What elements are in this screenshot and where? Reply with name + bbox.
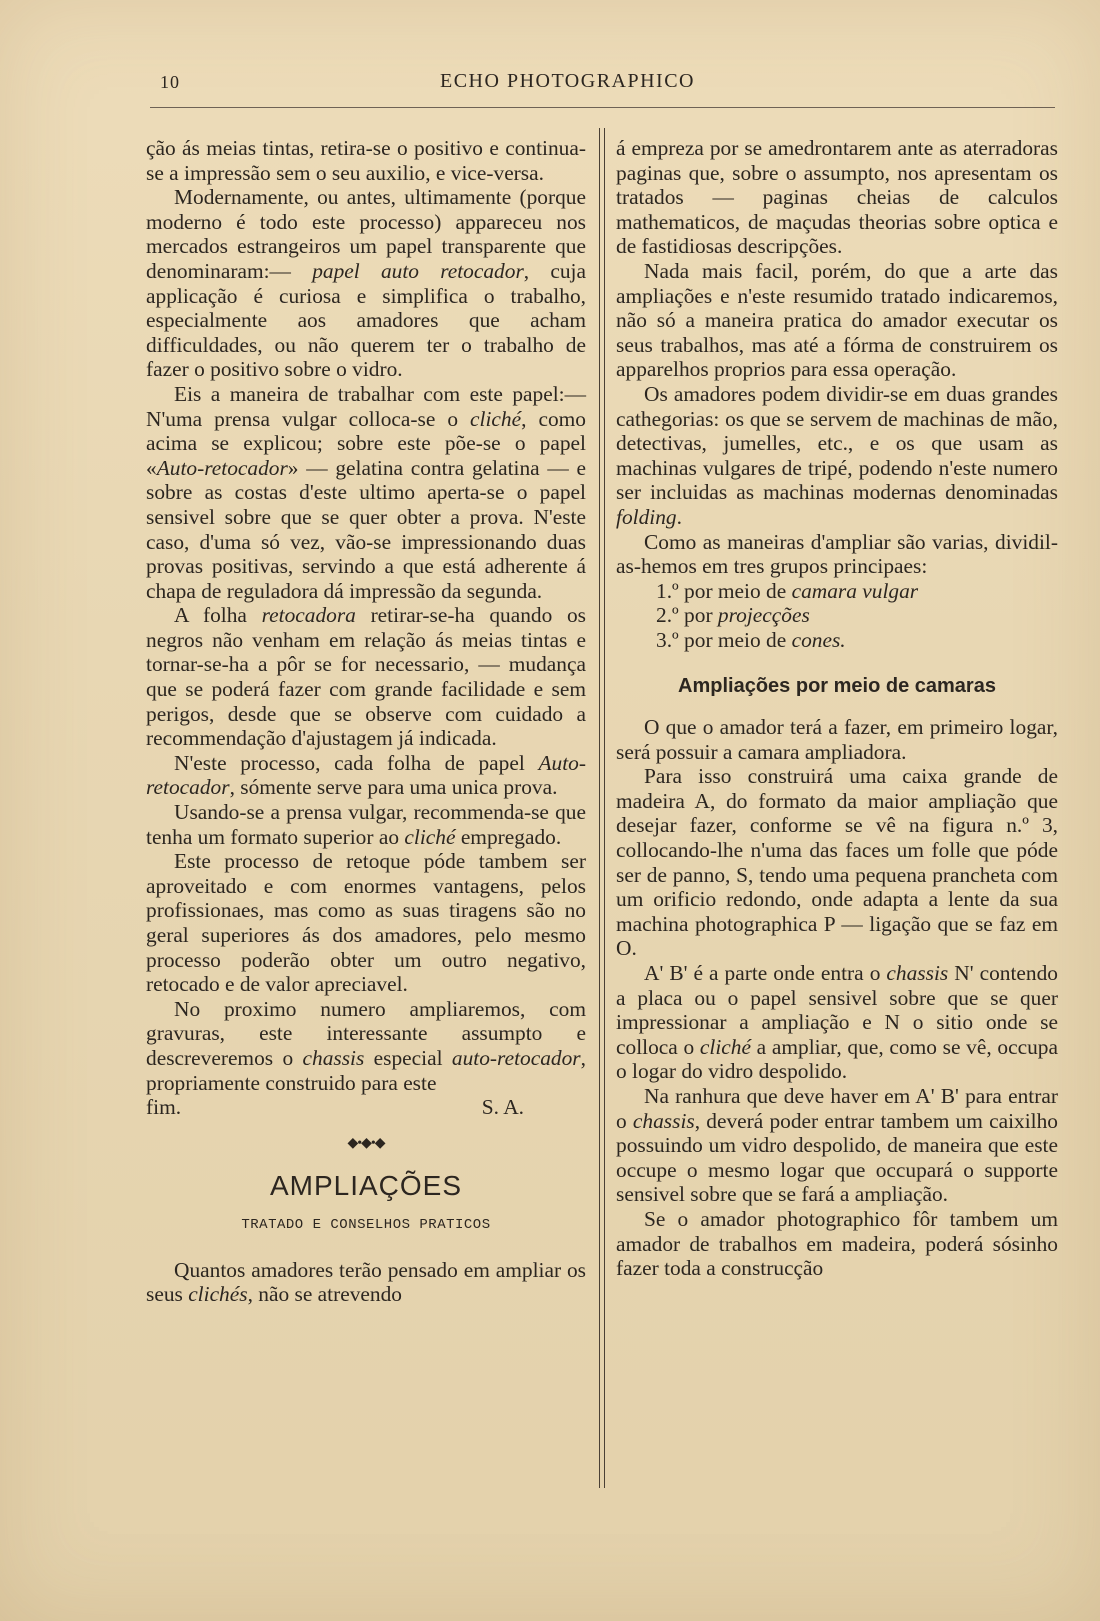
list-item: 2.º por projecções — [656, 603, 810, 628]
right-column — [616, 136, 1058, 1281]
paragraph: Como as maneiras d'ampliar são varias, dividil-as-hemos em tres grupos principaes: — [616, 529, 1058, 579]
left-column — [146, 136, 586, 1307]
paragraph: A' B' é a parte onde entra o chassis N' contendo a placa ou o papel sensivel sobre que se quer impressionar a ampliação e N o sitio onde se colloca o cliché a ampliar, que, como se vê, occupa o logar do vidro despolido. — [616, 961, 1059, 1084]
section-title: AMPLIAÇÕES — [269, 1170, 463, 1202]
paragraph: Os amadores podem dividir-se em duas grandes cathegorias: os que se servem de machinas de mão, detectivas, jumelles, etc., e os que usam as machinas vulgares de tripé, podendo n'este numero ser incluidas as machinas modernas denominadas folding. — [616, 381, 1058, 529]
section-subtitle: TRATADO E CONSELHOS PRATICOS — [241, 1216, 491, 1233]
method-list — [616, 579, 1058, 653]
paragraph: Nada mais facil, porém, do que a arte das ampliações e n'este resumido tratado indicaremos, não só a maneira pratica do amador executar os seus trabalhos, mas até a fórma de construirem os apparelhos proprios para essa operação. — [616, 258, 1058, 382]
paragraph: Quantos amadores terão pensado em ampliar os seus clichés, não se atrevendo — [146, 1257, 586, 1307]
paragraph: Para isso construirá uma caixa grande de madeira A, do formato da maior ampliação que desejar fazer, conforme se vê na figura n.º 3, collocando-lhe n'uma das faces um folle que póde ser de panno, S, tendo uma pequena prancheta com um orificio redondo, onde adapta a lente da sua machina photographica P — ligação que se faz em O. — [616, 764, 1058, 961]
signature-line: fim. S. A. — [146, 1095, 524, 1120]
paragraph: Este processo de retoque póde tambem ser aproveitado e com enormes vantagens, pelos profissionaes, mas como as suas tiragens são no geral superiores ás dos amadores, pelo mesmo processo poderão obter um outro negativo, retocado e de valor apreciavel. — [146, 849, 586, 997]
ornament: ◆•◆•◆ — [347, 1135, 385, 1151]
paragraph: No proximo numero ampliaremos, com gravuras, este interessante assumpto e descreveremos o chassis especial auto-retocador, propriamente construido para este — [146, 996, 586, 1095]
paragraph: Na ranhura que deve haver em A' B' para entrar o chassis, deverá poder entrar tambem um caixilho possuindo um vidro despolido, de maneira que este occupe o mesmo logar que occupará o supporte sensivel sobre que se fará a ampliação. — [616, 1083, 1058, 1207]
paragraph: O que o amador terá a fazer, em primeiro logar, será possuir a camara ampliadora. — [616, 715, 1058, 764]
column-rule — [599, 128, 605, 1488]
list-item: 1.º por meio de camara vulgar — [656, 578, 919, 603]
paragraph: Eis a maneira de trabalhar com este papel:— N'uma prensa vulgar colloca-se o cliché, como acima se explicou; sobre este põe-se o papel «Auto-retocador» — gelatina contra gelatina — e sobre as costas d'este ultimo aperta-se o papel sensivel sobre que se quer obter a prova. N'este caso, d'uma só vez, vão-se impressionando duas provas positivas, servindo a que está adherente á chapa de reguladora dá impressão da segunda. — [146, 381, 587, 603]
paragraph: ção ás meias tintas, retira-se o positivo e continua-se a impressão sem o seu auxilio, e vice-versa. — [146, 136, 586, 185]
paragraph: A folha retocadora retirar-se-ha quando os negros não venham em relação ás meias tintas e tornar-se-ha a pôr se for necessario, — mudança que se poderá fazer com grande facilidade e sem perigos, desde que se observe com cuidado a recommendação d'ajustagem já indicada. — [146, 603, 587, 751]
list-item: 3.º por meio de cones. — [656, 627, 846, 652]
paragraph: á empreza por se amedrontarem ante as aterradoras paginas que, sobre o assumpto, nos apresentam os tratados — paginas cheias de calculos mathematicos, de maçudas theorias sobre optica e de fastidiosas descripções. — [616, 136, 1058, 259]
page-number: 10 — [160, 72, 180, 92]
subheading: Ampliações por meio de camaras — [678, 675, 996, 698]
running-title: ECHO PHOTOGRAPHICO — [440, 70, 695, 92]
paragraph: Modernamente, ou antes, ultimamente (porque moderno é todo este processo) appareceu nos mercados estrangeiros um papel transparente que denominaram:— papel auto retocador, cuja applicação é curiosa e simplifica o trabalho, especialmente aos amadores que acham difficuldades, ou não querem ter o trabalho de fazer o positivo sobre o vidro. — [146, 185, 586, 382]
signature: S. A. — [481, 1095, 524, 1120]
header-rule — [150, 107, 1055, 108]
paragraph: Se o amador photographico fôr tambem um amador de trabalhos em madeira, poderá sósinho fazer toda a construcção — [616, 1206, 1058, 1281]
paragraph: N'este processo, cada folha de papel Auto-retocador, sómente serve para uma unica prova. — [146, 750, 586, 800]
paragraph: Usando-se a prensa vulgar, recommenda-se que tenha um formato superior ao cliché empregado. — [146, 800, 586, 849]
